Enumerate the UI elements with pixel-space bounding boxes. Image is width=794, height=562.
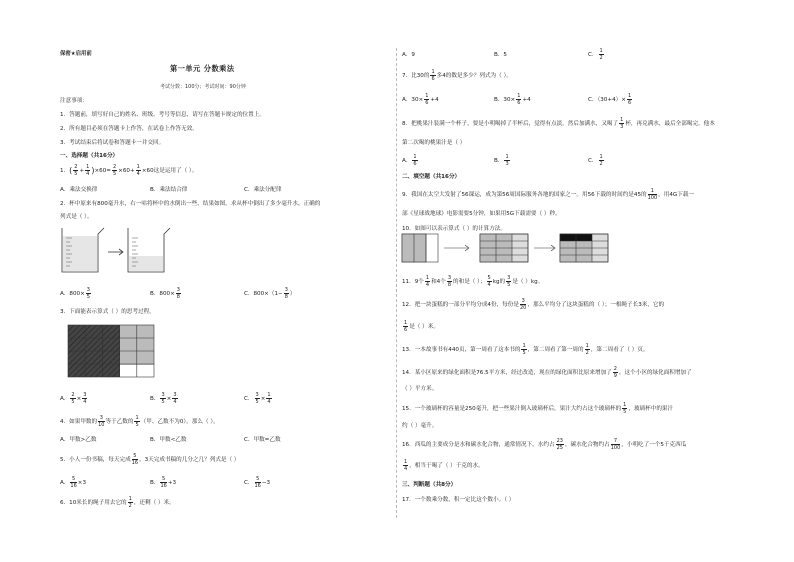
question-12-line2: $\frac{1}{6}$ 是（ ）米。 [404, 320, 439, 333]
arrow-right-icon [108, 249, 123, 255]
question-17: 17．一个数乘分数，积一定比这个数小。（ ） [402, 497, 515, 503]
q3-option-c[interactable]: C． $\frac{3}{5}$ × $\frac{1}{4}$ [244, 392, 271, 405]
notes-heading: 注意事项： [60, 98, 88, 104]
q1-option-b[interactable]: B．乘法结合律 [150, 187, 188, 193]
q2-option-b[interactable]: B．800× $\frac{3}{8}$ [150, 287, 180, 300]
question-1: 1．( $\frac{2}{5}$ + $\frac{1}{4}$ )×60= $\frac{2}{5}$ ×60+ $\frac{1}{4}$ ×60这是运用了（ ）。 [60, 164, 198, 177]
question-8-line2: 第二次喝的桃果汁是（ ） [402, 140, 466, 146]
secret-label: 保密★启用前 [60, 51, 92, 57]
question-14-line2: （ ）平方米。 [402, 386, 438, 392]
beaker-full [62, 228, 104, 272]
question-16-line1: 16．西瓜的主要成分是水和碳水化合物，通常情况下，水约占 $\frac{23}{25}$ ，碳水化合物约占 $\frac{7}{100}$ ，小明吃了一个5千克西瓜 [402, 438, 687, 451]
panel-3 [560, 234, 608, 262]
question-16-line2: $\frac{1}{4}$ ，相当于喝了（ ）千克的水。 [404, 459, 484, 472]
note-item: 1．答题前，填写好自己的姓名、班级、考号等信息，请写在答题卡规定的位置上。 [60, 112, 265, 118]
grid-figure [68, 325, 158, 381]
question-10: 10．如图可以表示算式（ ）的计算方法。 [402, 226, 506, 232]
question-15-line1: 15．一个玻璃杯的容量是250毫升，把一些果汁倒入玻璃杯后，果汁大约占这个玻璃杯的 $\frac{1}{5}$ ，玻璃杯中的果汁 [402, 402, 674, 415]
q1-option-c[interactable]: C．乘法分配律 [244, 187, 282, 193]
beaker-after [128, 228, 170, 272]
q5-option-c[interactable]: C． $\frac{5}{16}$ −3 [244, 476, 271, 489]
section-judge: 三、判断题（共8分） [402, 482, 457, 488]
q8-option-c[interactable]: C． $\frac{1}{2}$ [588, 154, 603, 167]
q2-option-c[interactable]: C．800×（1− $\frac{3}{8}$ ） [244, 287, 296, 300]
note-item: 3．考试结束后将试卷和答题卡一并交回。 [60, 140, 165, 146]
column-divider [396, 48, 397, 518]
beakers-figure [60, 226, 180, 276]
question-6: 6．10米长的绳子用去它的 $\frac{1}{2}$ ，还剩（ ）米。 [60, 496, 175, 509]
fraction-area-figure [402, 234, 622, 264]
q3-option-b[interactable]: B． $\frac{3}{5}$ × $\frac{3}{4}$ [150, 392, 177, 405]
question-14-line1: 14．某小区原来的绿化面积是76.5平方米，经过改造，现在的绿化面积比原来增加了 $\frac{2}{9}$ ，这个小区的绿化面积增加了 [402, 366, 692, 379]
q1-option-a[interactable]: A．乘法交换律 [60, 187, 98, 193]
q6-option-b[interactable]: B．5 [494, 52, 507, 58]
q3-option-a[interactable]: A． $\frac{2}{5}$ × $\frac{3}{4}$ [60, 392, 87, 405]
q5-option-a[interactable]: A． $\frac{5}{16}$ ×3 [60, 476, 87, 489]
q7-option-a[interactable]: A．30× $\frac{1}{6}$ +4 [402, 93, 439, 106]
panel-1 [402, 234, 438, 262]
section-choice: 一、选择题（共16分） [60, 153, 119, 159]
q4-option-a[interactable]: A．甲数>乙数 [60, 437, 97, 443]
arrow-right-icon [444, 245, 469, 251]
question-8-line1: 8．把桃果汁装满一个杯子，要是小明喝掉了半杯后，觉得有点淡，然后加满水，又喝了 $\frac{1}{3}$ 杯，再兑满水，最后全部喝完。他本 [402, 117, 715, 130]
q5-option-b[interactable]: B． $\frac{5}{16}$ +3 [150, 476, 177, 489]
page-title: 第一单元 分数乘法 [170, 64, 235, 73]
question-5: 5．小人一份书稿，每天完成 $\frac{5}{16}$ ，3天完成书稿的几分之几？列式是（ ） [60, 453, 240, 466]
q8-option-a[interactable]: A． $\frac{1}{6}$ [402, 154, 417, 167]
question-9-line1: 9．我国在太空大发射了56课运，成为第56周国际服务各地的国家之一。用56下载的时间约是45的 $\frac{1}{100}$ ，用4G下载一 [402, 188, 695, 201]
question-15-line2: 约（ ）毫升。 [402, 423, 438, 429]
question-2-line2: 列式是（ ）。 [60, 214, 93, 220]
question-2-line1: 2．杯中原来有800毫升水，右一咕将杯中的水倒出一些，结果如图。求从杯中倒出了多少毫升水，正确的 [60, 201, 321, 207]
q4-option-c[interactable]: C．甲数=乙数 [244, 437, 281, 443]
arrow-right-icon [534, 245, 555, 251]
question-9-line2: 部《星球战地球》电影需要5分钟，如果用5G下载需要（ ）秒。 [402, 211, 561, 217]
question-7: 7．比30的 $\frac{1}{6}$ 多4的数是多少？列式为（ ）。 [402, 69, 512, 82]
q7-option-b[interactable]: B．30× $\frac{1}{6}$ +4 [494, 93, 531, 106]
q2-option-a[interactable]: A．800× $\frac{3}{5}$ [60, 287, 90, 300]
question-3: 3．下面能表示算式（ ）的思考过程。 [60, 309, 155, 315]
question-11: 11．9个 $\frac{1}{4}$ 和4个 $\frac{3}{8}$ 的和是（ ）； $\frac{5}{4}$ kg的 $\frac{3}{5}$ 是（ ）kg。 [402, 275, 544, 288]
q6-option-c[interactable]: C． $\frac{1}{2}$ [588, 48, 603, 61]
q7-option-c[interactable]: C．（30+4）× $\frac{1}{6}$ [588, 93, 632, 106]
question-12-line1: 12．把一块蛋糕的一部分平均分成4份，每份是 $\frac{3}{20}$ ，那么平均分了这块蛋糕的（ ）；一根绳子长3米，它的 [402, 298, 665, 311]
section-fill: 二、填空题（共16分） [402, 174, 461, 180]
note-item: 2．所有题目必须在答题卡上作答，在试卷上作答无效。 [60, 126, 198, 132]
question-13: 13．一本故事书有440页，第一周看了这本书的 $\frac{1}{5}$ ，第二周看了第一周的 $\frac{1}{2}$ ，第二周看了（ ）页。 [402, 343, 649, 356]
question-4: 4．如果甲数的 $\frac{3}{10}$ 等于乙数的 $\frac{1}{5}$ （甲、乙数不为0），那么（ ）。 [60, 415, 219, 428]
exam-meta: 考试分数：100分；考试时间：90分钟 [160, 84, 246, 90]
q8-option-b[interactable]: B． $\frac{1}{3}$ [494, 154, 509, 167]
q4-option-b[interactable]: B．甲数<乙数 [150, 437, 187, 443]
q6-option-a[interactable]: A．9 [402, 52, 415, 58]
panel-2 [480, 234, 528, 262]
